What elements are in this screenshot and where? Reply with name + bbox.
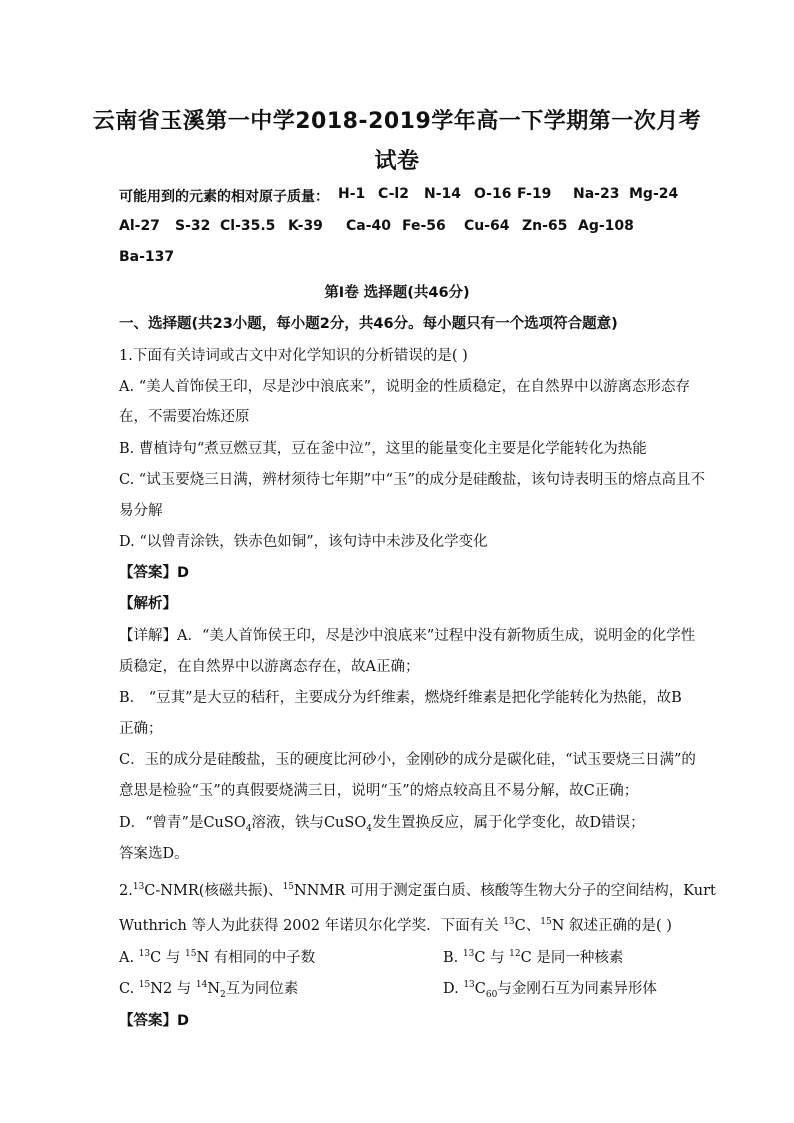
question-1-detail: 【详解】A．“美人首饰侯王印，尽是沙中浪底来”过程中没有新物质生成，说明金的化学性 [119, 628, 696, 644]
mass-item: C-l2 [378, 186, 409, 202]
mass-item: N-14 [424, 186, 462, 202]
section-subheading: 一、选择题(共23小题，每小题2分，共46分。每小题只有一个选项符合题意) [119, 316, 618, 332]
question-1-option-a-cont: 在，不需要冶炼还原 [119, 409, 250, 425]
question-1-detail: 质稳定，在自然界中以游离态存在，故A正确； [119, 659, 420, 675]
question-1-stem: 1.下面有关诗词或古文中对化学知识的分析错误的是( ) [119, 348, 468, 364]
mass-item: K-39 [288, 218, 323, 234]
mass-item: Cu-64 [464, 218, 510, 234]
question-1-conclusion: 答案选D。 [119, 846, 189, 862]
question-1-detail: 正确； [119, 721, 163, 737]
question-2-option-d: D. $^{13}C_{60}$与金刚石互为同素异形体 [443, 980, 657, 1000]
section-heading: 第Ⅰ卷 选择题(共46分) [324, 285, 470, 301]
question-1-detail: B． “豆萁”是大豆的秸秆，主要成分为纤维素，燃烧纤维素是把化学能转化为热能，故B [119, 690, 682, 706]
question-1-option-d: D. “以曾青涂铁，铁赤色如铜”，该句诗中未涉及化学变化 [119, 534, 488, 550]
question-1-detail: 意思是检验“玉”的真假要烧满三日，说明“玉”的熔点较高且不易分解，故C正确； [119, 783, 639, 799]
mass-item: Ag-108 [578, 218, 634, 234]
mass-item: O-16 [474, 186, 512, 202]
document-title-line2: 试卷 [374, 149, 420, 174]
mass-item: F-19 [517, 186, 552, 202]
mass-item: H-1 [338, 186, 366, 202]
question-2-option-b: B. $^{13}$C 与 $^{12}$C 是同一种核素 [443, 949, 624, 966]
question-2-option-a: A. $^{13}$C 与 $^{15}$N 有相同的中子数 [119, 949, 316, 966]
mass-item: Ca-40 [346, 218, 392, 234]
mass-item: Al-27 [119, 218, 160, 234]
question-2-stem-cont: Wuthrich 等人为此获得 2002 年诺贝尔化学奖．下面有关 $^{13}$C、$^{15}$N 叙述正确的是( ) [119, 917, 672, 934]
question-1-analysis-label: 【解析】 [119, 596, 177, 612]
question-1-option-a: A. “美人首饰侯王印，尽是沙中浪底来”，说明金的性质稳定，在自然界中以游离态形态存 [119, 379, 691, 395]
question-2-stem: 2.13C-NMR(核磁共振)、$^{15}$NNMR 可用于测定蛋白质、核酸等生物大分子的空间结构，Kurt [119, 882, 716, 899]
question-2-answer: 【答案】D [119, 1013, 190, 1029]
question-1-answer: 【答案】D [119, 565, 190, 581]
mass-item: Ba-137 [119, 249, 175, 265]
question-1-option-c: C. “试玉要烧三日满，辨材须待七年期”中“玉”的成分是硅酸盐，该句诗表明玉的熔点高且不 [119, 472, 705, 488]
document-title: 云南省玉溪第一中学2018-2019学年高一下学期第一次月考 [92, 109, 702, 134]
question-1-option-c-cont: 易分解 [119, 503, 163, 519]
mass-item: S-32 [175, 218, 211, 234]
atomic-mass-label: 可能用到的元素的相对原子质量： [119, 189, 329, 205]
mass-item: Mg-24 [629, 186, 679, 202]
mass-item: Zn-65 [522, 218, 568, 234]
mass-item: Fe-56 [402, 218, 446, 234]
question-1-detail: D．“曾青”是CuSO$_4$溶液，铁与CuSO$_4$发生置换反应，属于化学变化，故D错误； [119, 815, 645, 834]
mass-item: Cl-35.5 [220, 218, 276, 234]
question-1-option-b: B. 曹植诗句“煮豆燃豆萁，豆在釜中泣”，这里的能量变化主要是化学能转化为热能 [119, 441, 647, 457]
question-2-option-c: C. $^{15}$N2 与 $^{14}N_2$互为同位素 [119, 980, 299, 1000]
mass-item: Na-23 [573, 186, 620, 202]
question-1-detail: C．玉的成分是硅酸盐，玉的硬度比河砂小，金刚砂的成分是碳化硅，“试玉要烧三日满”的 [119, 752, 696, 768]
